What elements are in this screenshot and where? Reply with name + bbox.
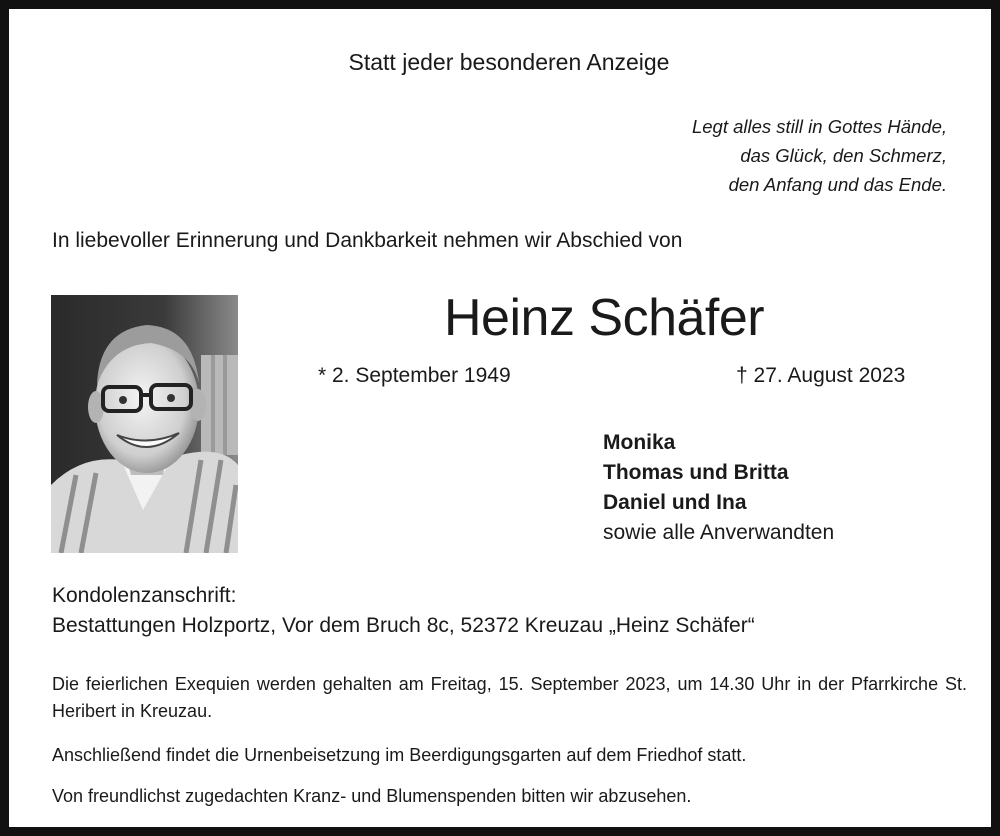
verse-line: Legt alles still in Gottes Hände, xyxy=(691,116,947,137)
burial-paragraph: Anschließend findet die Urnenbeisetzung im Beerdigungsgarten auf dem Friedhof statt. xyxy=(52,745,747,765)
notice-header: Statt jeder besonderen Anzeige xyxy=(348,49,670,75)
mourner-name: Thomas und Britta xyxy=(603,461,789,484)
mourners-list xyxy=(603,428,834,548)
verse-quote xyxy=(692,112,947,199)
mourner-name: Monika xyxy=(603,431,676,454)
mourner-name: Daniel und Ina xyxy=(603,491,747,514)
death-date: † 27. August 2023 xyxy=(736,364,906,387)
service-paragraph: Die feierlichen Exequien werden gehalten am Freitag, 15. September 2023, um 14.30 Uhr in der Pfarrkirche St. Heribert in Kreuzau. xyxy=(52,674,967,721)
condolence-label: Kondolenzanschrift: xyxy=(52,584,237,607)
verse-line: den Anfang und das Ende. xyxy=(728,174,947,195)
birth-date: * 2. September 1949 xyxy=(318,364,511,387)
flowers-paragraph: Von freundlichst zugedachten Kranz- und Blumenspenden bitten wir abzusehen. xyxy=(52,786,692,806)
portrait-photo xyxy=(51,295,238,553)
condolence-address-block xyxy=(52,581,755,641)
deceased-name: Heinz Schäfer xyxy=(444,289,765,347)
intro-text: In liebevoller Erinnerung und Dankbarkeit nehmen wir Abschied von xyxy=(52,229,683,252)
mourner-relatives: sowie alle Anverwandten xyxy=(603,521,835,544)
condolence-address: Bestattungen Holzportz, Vor dem Bruch 8c, 52372 Kreuzau „Heinz Schäfer“ xyxy=(52,614,755,637)
verse-line: das Glück, den Schmerz, xyxy=(740,145,947,166)
